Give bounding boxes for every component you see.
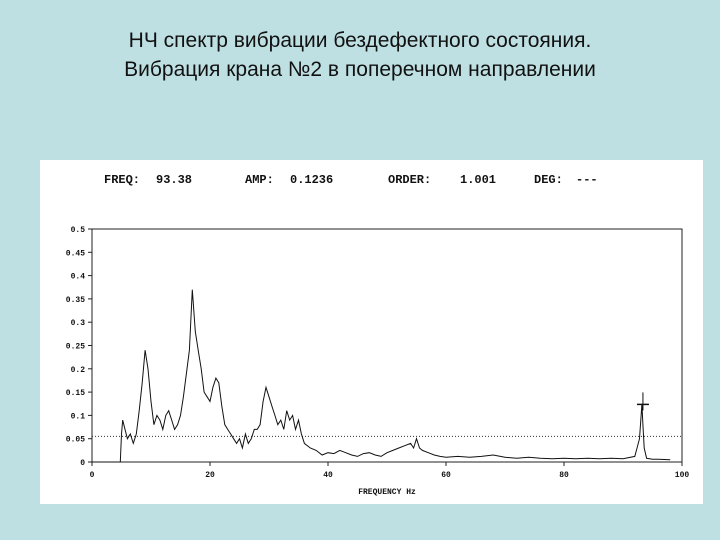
y-tick-label: 0 (80, 459, 85, 468)
spectrum-chart (40, 160, 703, 504)
x-tick-label: 40 (323, 471, 333, 480)
freq-value: 93.38 (156, 173, 193, 187)
freq-label: FREQ: (104, 173, 141, 187)
y-tick-label: 0.25 (65, 342, 85, 352)
order-value: 1.001 (460, 173, 497, 187)
slide-title-line-2: Вибрация крана №2 в поперечном направлении (124, 58, 596, 81)
plot-frame (92, 229, 682, 462)
slide-title (0, 26, 720, 84)
y-tick-label: 0.1 (70, 412, 85, 422)
x-tick-label: 80 (559, 471, 569, 480)
y-tick-label: 0.2 (70, 365, 85, 375)
x-tick-label: 100 (674, 471, 690, 480)
y-tick-label: 0.15 (65, 389, 85, 399)
y-tick-label: 0.5 (70, 226, 85, 235)
y-tick-label: 0.05 (65, 435, 85, 445)
spectrum-panel (40, 160, 703, 504)
y-tick-label: 0.4 (70, 272, 85, 282)
plot-area (66, 226, 690, 497)
x-tick-label: 20 (205, 471, 215, 480)
amp-value: 0.1236 (290, 173, 334, 187)
y-tick-label: 0.35 (65, 295, 85, 305)
y-tick-label: 0.3 (70, 319, 85, 329)
x-axis-label: FREQUENCY Hz (358, 488, 416, 497)
order-label: ORDER: (388, 173, 432, 187)
deg-label: DEG: (534, 173, 563, 187)
slide-title-line-1: НЧ спектр вибрации бездефектного состояния. (128, 29, 592, 52)
x-tick-label: 60 (441, 471, 451, 480)
x-tick-label: 0 (89, 471, 95, 480)
y-tick-label: 0.45 (65, 249, 85, 259)
amp-label: AMP: (245, 173, 274, 187)
spectrum-line (92, 290, 670, 462)
deg-value: --- (576, 173, 598, 187)
